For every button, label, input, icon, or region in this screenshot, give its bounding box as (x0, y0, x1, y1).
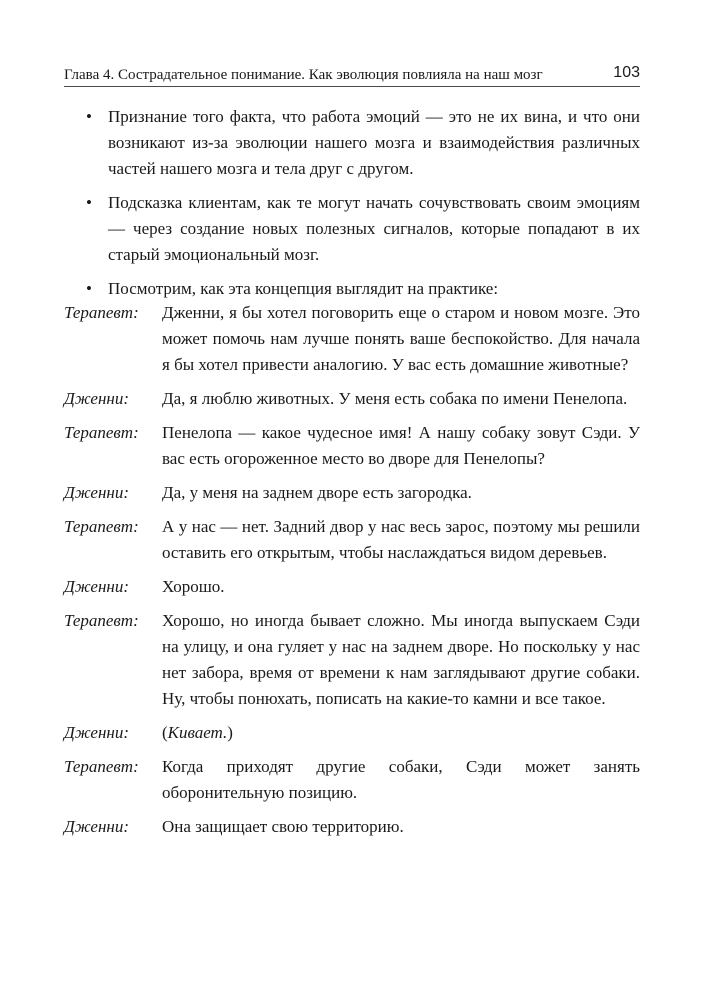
speaker-label: Терапевт: (64, 423, 139, 442)
utterance-text: Да, я люблю животных. У меня есть собака по имени Пенелопа. (162, 389, 628, 408)
bullet-text: Подсказка клиентам, как те могут начать сочувствовать своим эмоциям — через создание новых полезных сигналов, которые попадают в их старый эмоциональный мозг. (108, 193, 640, 264)
dialogue-turn (64, 300, 640, 378)
stage-paren-open: ( (162, 723, 168, 742)
utterance-text: Да, у меня на заднем дворе есть загородка. (162, 483, 472, 502)
bullet-item (84, 104, 640, 182)
speaker-label: Дженни: (64, 723, 129, 742)
dialogue-transcript (64, 300, 640, 848)
bullet-item (84, 190, 640, 268)
utterance-text: Хорошо, но иногда бывает сложно. Мы иногда выпускаем Сэди на улицу, и она гуляет у нас на заднем дворе. Но поскольку у нас нет забора, время от времени к нам заглядывают другие собаки. Ну, чтобы понюхать, пописать на какие-то камни и все такое. (162, 611, 640, 708)
dialogue-turn (64, 814, 640, 840)
bullet-item (84, 276, 640, 302)
bullet-text: Признание того факта, что работа эмоций — это не их вина, и что они возникают из-за эволюции нашего мозга и взаимодействия различных частей нашего мозга и тела друг с другом. (108, 107, 640, 178)
utterance-text: А у нас — нет. Задний двор у нас весь зарос, поэтому мы решили оставить его открытым, чтобы наслаждаться видом деревьев. (162, 517, 640, 562)
dialogue-turn (64, 514, 640, 566)
bullet-icon: • (86, 279, 92, 298)
stage-direction: Кивает. (167, 723, 228, 742)
speaker-label: Терапевт: (64, 303, 139, 322)
bullet-list (84, 104, 640, 310)
dialogue-turn (64, 574, 640, 600)
speaker-label: Дженни: (64, 817, 129, 836)
dialogue-turn (64, 420, 640, 472)
chapter-title: Глава 4. Сострадательное понимание. Как эволюция повлияла на наш мозг (64, 67, 543, 83)
utterance-text (162, 720, 640, 746)
utterance-text: Она защищает свою территорию. (162, 817, 404, 836)
utterance-text: Пенелопа — какое чудесное имя! А нашу собаку зовут Сэди. У вас есть огороженное место во дворе для Пенелопы? (162, 423, 640, 468)
dialogue-turn (64, 386, 640, 412)
dialogue-turn (64, 480, 640, 506)
speaker-label: Терапевт: (64, 611, 139, 630)
dialogue-turn (64, 608, 640, 712)
dialogue-turn (64, 720, 640, 746)
bullet-icon: • (86, 193, 92, 212)
page-number: 103 (613, 64, 640, 81)
running-header (64, 64, 640, 87)
stage-paren-close: ) (227, 723, 233, 742)
utterance-text: Хорошо. (162, 577, 225, 596)
dialogue-turn (64, 754, 640, 806)
speaker-label: Терапевт: (64, 517, 139, 536)
bullet-icon: • (86, 107, 92, 126)
speaker-label: Терапевт: (64, 757, 139, 776)
speaker-label: Дженни: (64, 389, 129, 408)
speaker-label: Дженни: (64, 577, 129, 596)
speaker-label: Дженни: (64, 483, 129, 502)
utterance-text: Когда приходят другие собаки, Сэди может занять оборонительную позицию. (162, 757, 640, 802)
bullet-text: Посмотрим, как эта концепция выглядит на практике: (108, 279, 499, 298)
utterance-text: Дженни, я бы хотел поговорить еще о старом и новом мозге. Это может помочь нам лучше понять ваше беспокойство. Для начала я бы хотел привести аналогию. У вас есть домашние животные? (162, 303, 640, 374)
